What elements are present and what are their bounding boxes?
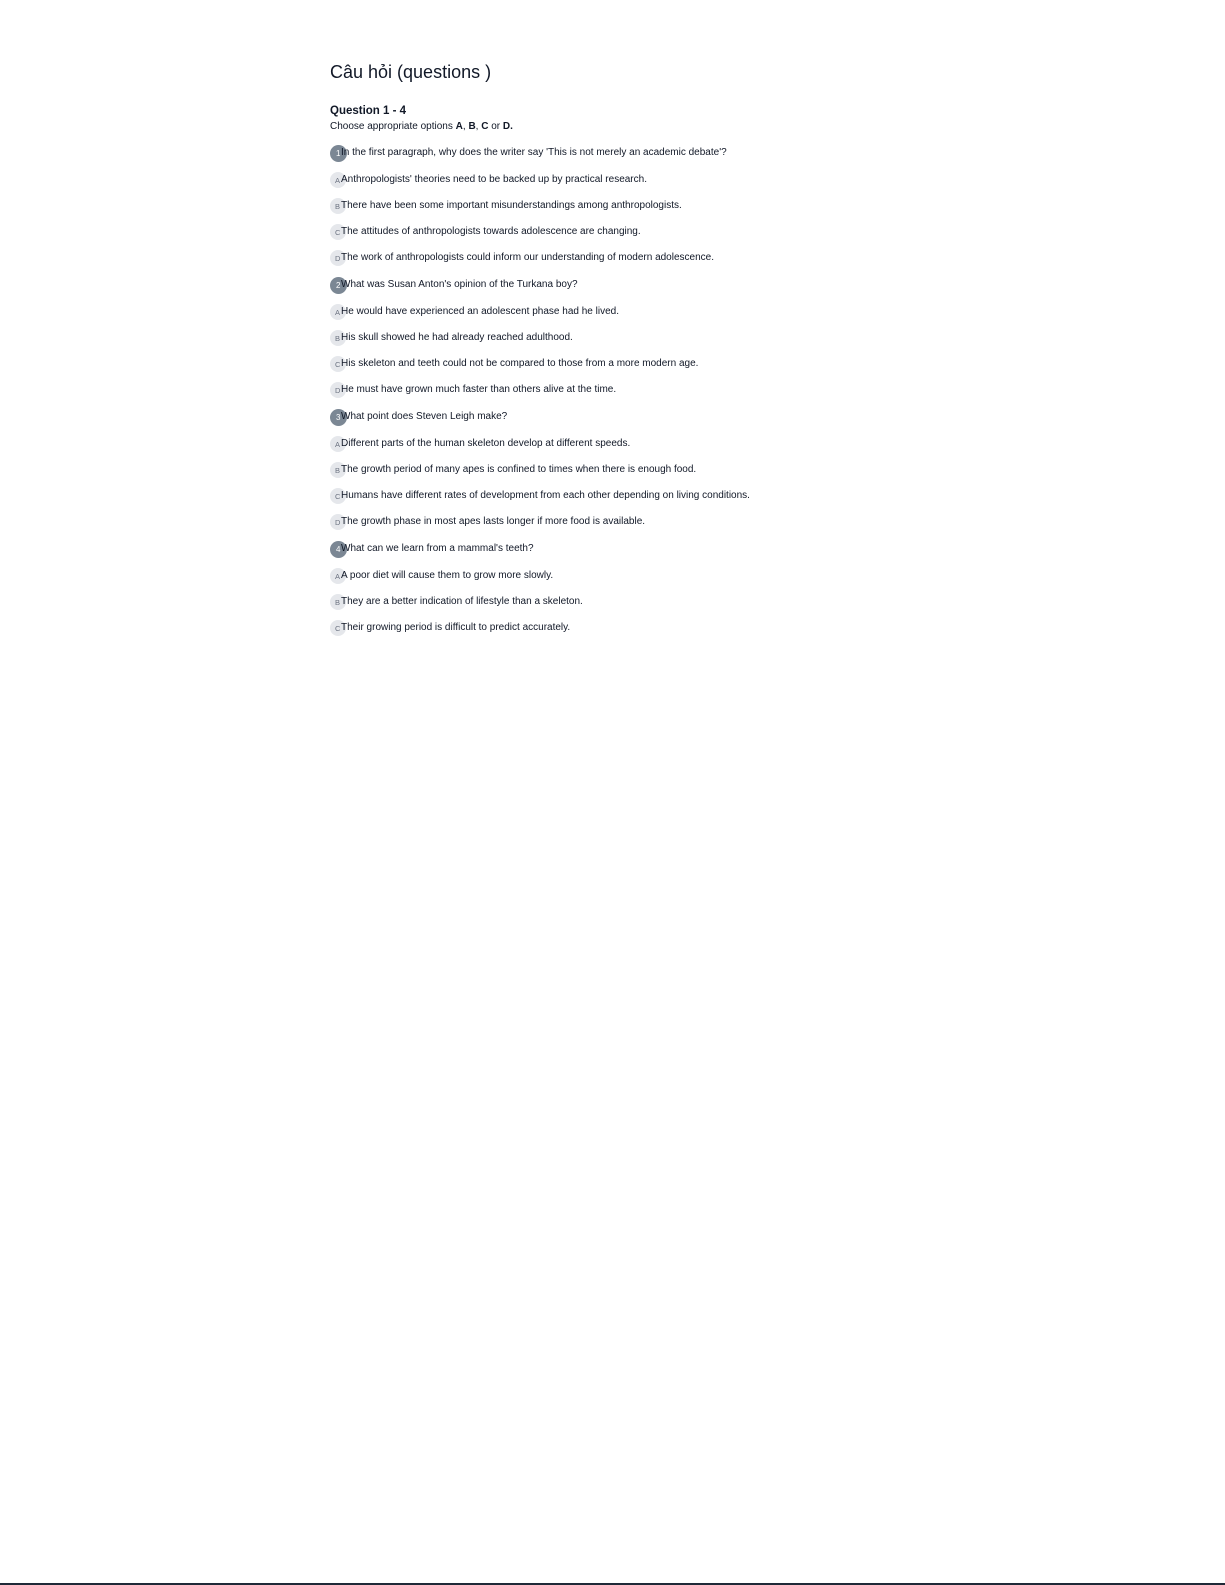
option-text[interactable]: The growth period of many apes is confined to times when there is enough food. (341, 464, 697, 475)
instruction-separator: or (488, 121, 503, 132)
question-2 (330, 276, 930, 398)
option-text[interactable]: His skeleton and teeth could not be compared to those from a more modern age. (341, 358, 699, 369)
questions-panel (330, 58, 930, 646)
question-3-option-c[interactable] (330, 488, 930, 504)
question-4 (330, 540, 930, 636)
question-4-prompt (330, 540, 930, 558)
question-group-instruction (330, 119, 930, 134)
option-text[interactable]: The work of anthropologists could inform our understanding of modern adolescence. (341, 252, 714, 263)
question-1-option-c[interactable] (330, 224, 930, 240)
option-text[interactable]: Anthropologists' theories need to be backed up by practical research. (341, 174, 647, 185)
question-1-option-d[interactable] (330, 250, 930, 266)
option-text[interactable]: They are a better indication of lifestyle than a skeleton. (341, 596, 583, 607)
question-2-option-a[interactable] (330, 304, 930, 320)
question-4-option-b[interactable] (330, 594, 930, 610)
option-radio[interactable]: C (330, 356, 346, 372)
instruction-option-c: C (481, 121, 489, 132)
question-text: What can we learn from a mammal's teeth? (341, 543, 534, 554)
question-text: What point does Steven Leigh make? (341, 411, 508, 422)
option-radio[interactable]: D (330, 382, 346, 398)
option-radio[interactable]: A (330, 436, 346, 452)
instruction-prefix: Choose appropriate options (330, 121, 456, 132)
question-1-option-a[interactable] (330, 172, 930, 188)
question-text: In the first paragraph, why does the writer say 'This is not merely an academic debate'? (341, 147, 727, 158)
question-2-option-c[interactable] (330, 356, 930, 372)
instruction-option-d: D. (502, 121, 513, 132)
question-text: What was Susan Anton's opinion of the Turkana boy? (341, 279, 578, 290)
instruction-separator: , (462, 121, 469, 132)
question-1 (330, 144, 930, 266)
option-text[interactable]: The attitudes of anthropologists towards adolescence are changing. (341, 226, 641, 237)
question-3-option-d[interactable] (330, 514, 930, 530)
question-2-prompt (330, 276, 930, 294)
option-radio[interactable]: C (330, 488, 346, 504)
question-number-badge: 2 (330, 277, 347, 294)
question-2-option-b[interactable] (330, 330, 930, 346)
question-1-option-b[interactable] (330, 198, 930, 214)
question-4-option-c[interactable] (330, 620, 930, 636)
instruction-option-a: A (455, 121, 463, 132)
option-text[interactable]: A poor diet will cause them to grow more slowly. (341, 570, 554, 581)
option-text[interactable]: The growth phase in most apes lasts longer if more food is available. (341, 516, 646, 527)
question-number-badge: 4 (330, 541, 347, 558)
option-radio[interactable]: D (330, 250, 346, 266)
option-radio[interactable]: C (330, 620, 346, 636)
option-radio[interactable]: C (330, 224, 346, 240)
option-text[interactable]: He would have experienced an adolescent phase had he lived. (341, 306, 619, 317)
instruction-option-b: B (468, 121, 476, 132)
instruction-separator: , (475, 121, 482, 132)
question-4-option-a[interactable] (330, 568, 930, 584)
question-number-badge: 3 (330, 409, 347, 426)
option-radio[interactable]: B (330, 330, 346, 346)
question-3-option-b[interactable] (330, 462, 930, 478)
question-3-prompt (330, 408, 930, 426)
option-radio[interactable]: A (330, 304, 346, 320)
option-radio[interactable]: D (330, 514, 346, 530)
option-text[interactable]: Different parts of the human skeleton develop at different speeds. (341, 438, 631, 449)
option-radio[interactable]: B (330, 462, 346, 478)
option-text[interactable]: Their growing period is difficult to predict accurately. (341, 622, 571, 633)
page-title: Câu hỏi (questions ) (330, 62, 492, 82)
option-text[interactable]: There have been some important misunderstandings among anthropologists. (341, 200, 682, 211)
question-1-prompt (330, 144, 930, 162)
question-2-option-d[interactable] (330, 382, 930, 398)
option-text[interactable]: His skull showed he had already reached adulthood. (341, 332, 573, 343)
option-radio[interactable]: B (330, 198, 346, 214)
question-3 (330, 408, 930, 530)
option-text[interactable]: Humans have different rates of development from each other depending on living conditions. (341, 490, 750, 501)
option-radio[interactable]: B (330, 594, 346, 610)
question-list (330, 144, 930, 636)
question-3-option-a[interactable] (330, 436, 930, 452)
option-radio[interactable]: A (330, 568, 346, 584)
question-group-title: Question 1 - 4 (330, 105, 407, 117)
question-number-badge: 1 (330, 145, 347, 162)
option-radio[interactable]: A (330, 172, 346, 188)
option-text[interactable]: He must have grown much faster than others alive at the time. (341, 384, 617, 395)
